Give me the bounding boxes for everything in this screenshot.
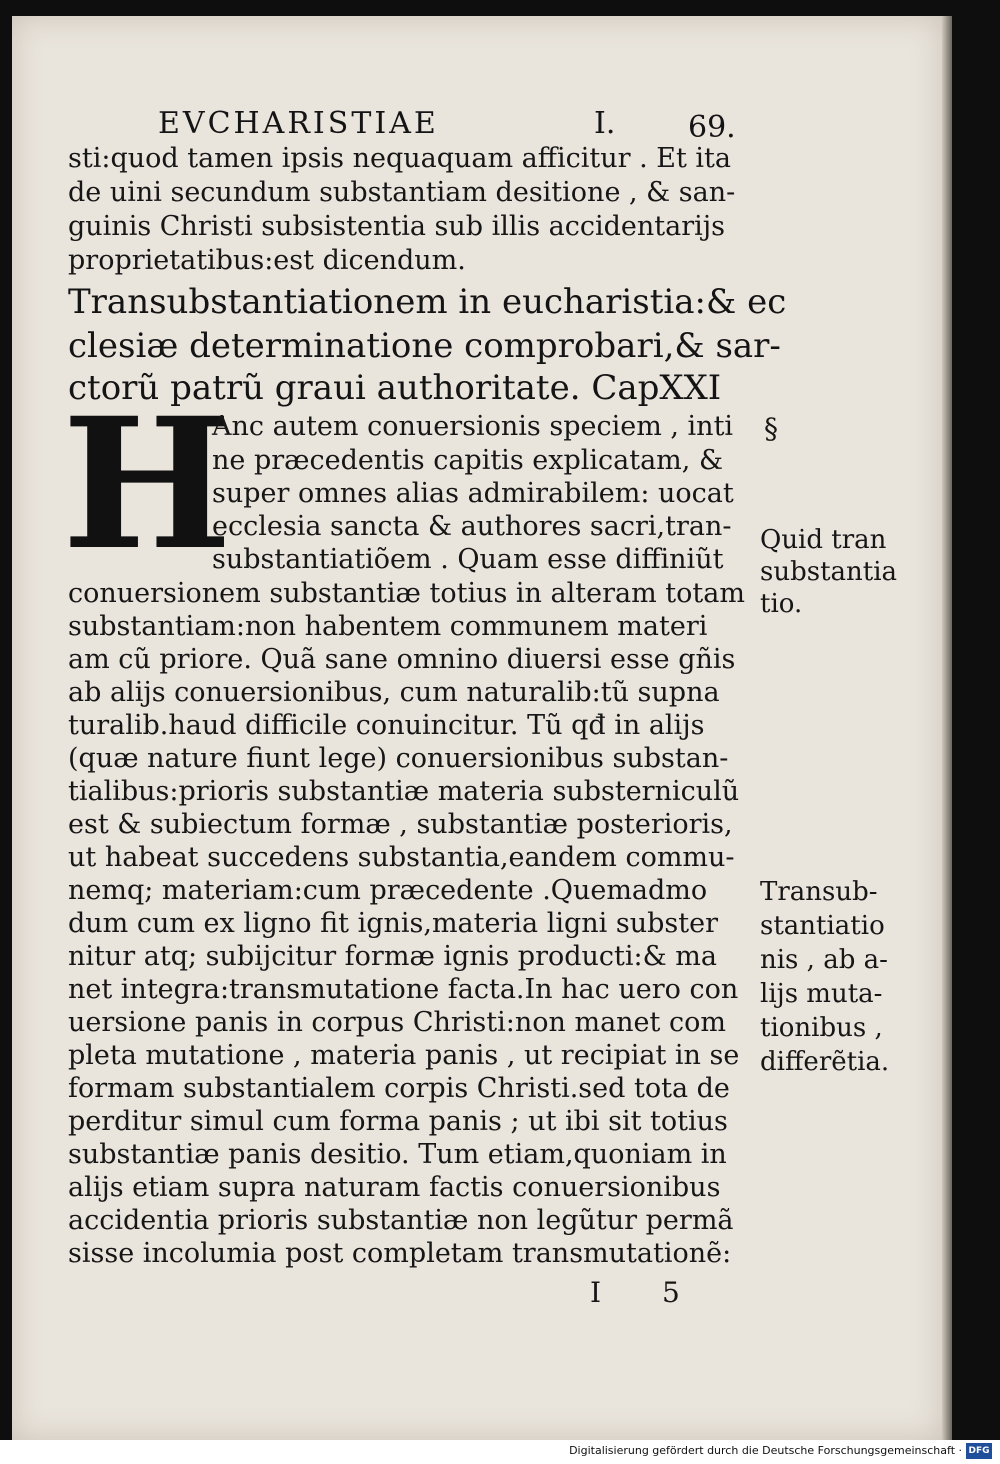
margin-note-line: tionibus , [760,1013,883,1043]
text-line: ne præcedentis capitis explicatam, & [212,445,723,476]
text-line: sisse incolumia post completam transmutationẽ: [68,1238,732,1269]
text-line: ut habeat succedens substantia,eandem commu- [68,842,735,873]
text-line: dum cum ex ligno fit ignis,materia ligni subster [68,908,718,939]
text-line: ecclesia sancta & authores sacri,tran- [212,511,732,542]
margin-note-line: substantia [760,557,898,587]
text-line: de uini secundum substantiam desitione , & san- [68,177,736,208]
text-line: est & subiectum formæ , substantiæ posterioris, [68,809,733,840]
folio-number: 69. [688,110,736,145]
text-line: turalib.haud difficile conuincitur. Tũ qđ in alijs [68,710,705,741]
chapter-heading-line: clesiæ determinatione comprobari,& sar- [68,326,781,366]
margin-note-line: lijs muta- [760,979,883,1009]
marginal-paragraph-mark: § [764,412,778,445]
text-line: proprietatibus:est dicendum. [68,245,466,276]
text-line: conuersionem substantiæ totius in alteram totam [68,578,745,609]
text-line: nitur atq; subijcitur formæ ignis producti:& ma [68,941,717,972]
text-line: nemq; materiam:cum præcedente .Quemadmo [68,875,708,906]
text-line: pleta mutatione , materia panis , ut recipiat in se [68,1040,740,1071]
signature-mark: I 5 [590,1276,706,1309]
text-line: am cũ priore. Quã sane omnino diuersi esse gñis [68,644,736,675]
text-line: substantiam:non habentem communem materi [68,611,708,642]
text-line: formam substantialem corpis Christi.sed tota de [68,1073,730,1104]
page-edge [942,16,952,1440]
text-line: ab alijs conuersionibus, cum naturalib:tũ supna [68,677,720,708]
page-header [158,106,748,146]
header-numeral: I. [594,106,616,141]
margin-note-line: Transub- [760,877,878,907]
digitization-credit: Digitalisierung gefördert durch die Deutsche Forschungsgemeinschaft · [569,1444,962,1457]
margin-note-line: Quid tran [760,525,887,555]
text-line: Anc autem conuersionis speciem , inti [212,411,734,442]
text-line: sti:quod tamen ipsis nequaquam afficitur . Et ita [68,143,731,174]
footer-bar [0,1440,1000,1464]
drop-cap-initial: H [62,379,233,590]
text-line: guinis Christi subsistentia sub illis accidentarijs [68,211,725,242]
chapter-heading-line: Transubstantiationem in eucharistia:& ec [68,282,787,322]
text-line: uersione panis in corpus Christi:non manet com [68,1007,726,1038]
margin-note-line: tio. [760,589,803,619]
text-line: alijs etiam supra naturam factis conuersionibus [68,1172,721,1203]
text-line: accidentia prioris substantiæ non legũtur permã [68,1205,734,1236]
margin-note-line: nis , ab a- [760,945,888,975]
text-line: (quæ nature fiunt lege) conuersionibus substan- [68,743,729,774]
margin-note-line: stantiatio [760,911,885,941]
text-line: substantiæ panis desitio. Tum etiam,quoniam in [68,1139,727,1170]
text-line: super omnes alias admirabilem: uocat [212,478,734,509]
text-line: substantiatiõem . Quam esse diffiniũt [212,544,724,575]
chapter-heading-line: ctorũ patrũ graui authoritate. CapXXI [68,368,722,408]
margin-note-line: differẽtia. [760,1047,890,1077]
dfg-logo-icon[interactable]: DFG [966,1443,992,1459]
text-line: tialibus:prioris substantiæ materia substerniculũ [68,776,740,807]
text-line: net integra:transmutatione facta.In hac uero con [68,974,739,1005]
running-title: EVCHARISTIAE [158,106,439,141]
text-line: perditur simul cum forma panis ; ut ibi sit totius [68,1106,728,1137]
